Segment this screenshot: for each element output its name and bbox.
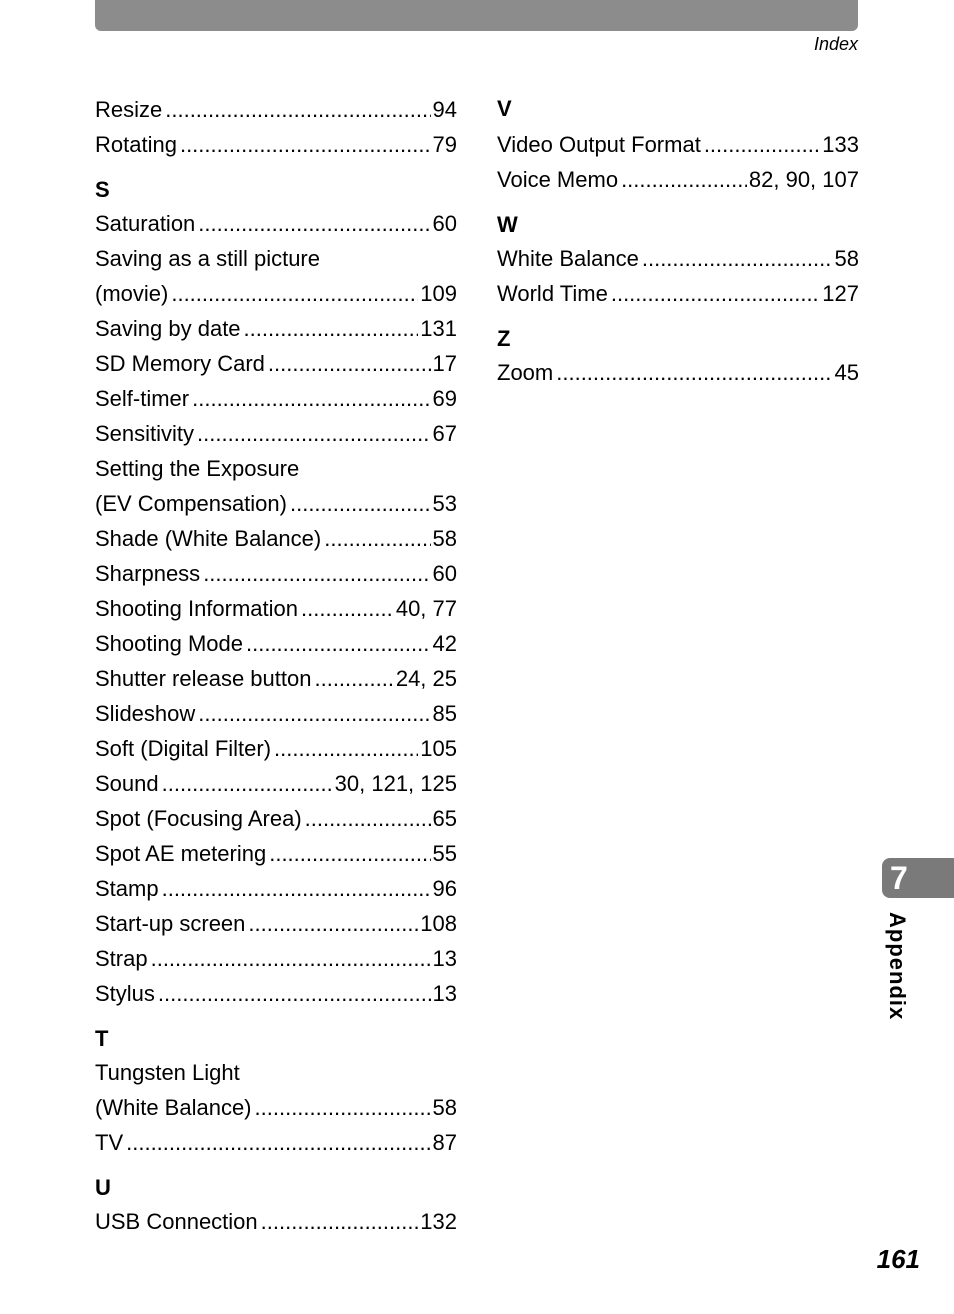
index-entry-label: Shade (White Balance): [95, 526, 322, 551]
index-group-z: [497, 355, 859, 390]
index-group-v: [497, 127, 859, 197]
index-entry: [497, 127, 859, 162]
chapter-number-tab: 7: [882, 858, 954, 898]
index-entry-pages: 58: [432, 1095, 457, 1120]
dot-leader: [261, 1204, 419, 1239]
index-entry-label: Setting the Exposure: [95, 456, 300, 481]
index-entry: [95, 346, 457, 381]
index-entry: [95, 311, 457, 346]
dot-leader: [151, 941, 431, 976]
index-entry: [95, 521, 457, 556]
header-bar: [95, 0, 858, 31]
index-entry-pages: 17: [432, 351, 457, 376]
index-entry: [95, 127, 457, 162]
index-entry: [497, 241, 859, 276]
index-entry-pages: 55: [432, 841, 457, 866]
dot-leader: [274, 731, 418, 766]
dot-leader: [126, 1125, 430, 1160]
index-entry-pages: 131: [420, 316, 457, 341]
index-entry: [95, 626, 457, 661]
index-group-r: [95, 92, 457, 162]
index-entry: [95, 1125, 457, 1160]
index-entry: [95, 486, 457, 521]
index-entry: [95, 276, 457, 311]
index-entry-pages: 108: [420, 911, 457, 936]
index-entry-label: TV: [95, 1130, 124, 1155]
dot-leader: [197, 416, 430, 451]
dot-leader: [621, 162, 747, 197]
index-entry-label: Tungsten Light: [95, 1060, 240, 1085]
dot-leader: [269, 836, 430, 871]
index-letter-t: T: [95, 1026, 109, 1051]
index-entry-pages: 58: [432, 526, 457, 551]
index-entry: [95, 941, 457, 976]
index-entry-pages: 132: [420, 1209, 457, 1234]
index-group-s: [95, 206, 457, 1011]
dot-leader: [198, 206, 430, 241]
index-entry: [95, 381, 457, 416]
index-entry-label: Saving by date: [95, 316, 241, 341]
dot-leader: [290, 486, 431, 521]
dot-leader: [255, 1090, 431, 1125]
index-entry: [95, 556, 457, 591]
index-letter-z: Z: [497, 326, 511, 351]
index-entry-pages: 96: [432, 876, 457, 901]
index-entry: [95, 731, 457, 766]
index-entry: [497, 355, 859, 390]
dot-leader: [171, 276, 418, 311]
index-entry-pages: 53: [432, 491, 457, 516]
index-entry-label: Zoom: [497, 360, 554, 385]
index-entry-label: Self-timer: [95, 386, 190, 411]
dot-leader: [158, 976, 431, 1011]
dot-leader: [165, 92, 430, 127]
index-entry: [95, 591, 457, 626]
index-entry-label: Sharpness: [95, 561, 201, 586]
index-entry-pages: 40, 77: [395, 596, 457, 621]
index-entry-pages: 82, 90, 107: [748, 167, 859, 192]
index-entry-pages: 67: [432, 421, 457, 446]
dot-leader: [324, 521, 430, 556]
index-entry: [95, 801, 457, 836]
index-entry-label: Sensitivity: [95, 421, 195, 446]
index-entry-pages: 58: [834, 246, 859, 271]
index-entry-pages: 65: [432, 806, 457, 831]
dot-leader: [244, 311, 419, 346]
index-entry-pages: 94: [432, 97, 457, 122]
index-entry-pages: 24, 25: [395, 666, 457, 691]
index-entry-label: USB Connection: [95, 1209, 258, 1234]
index-letter-w: W: [497, 212, 518, 237]
index-entry: [95, 1204, 457, 1239]
index-entry: [95, 92, 457, 127]
index-letter-u: U: [95, 1175, 111, 1200]
index-column-left: [95, 92, 457, 1239]
dot-leader: [268, 346, 431, 381]
index-entry-label: White Balance: [497, 246, 639, 271]
index-entry: [95, 1055, 457, 1090]
index-entry: [95, 836, 457, 871]
index-entry-label: Sound: [95, 771, 159, 796]
index-entry-pages: 109: [420, 281, 457, 306]
index-entry-pages: 60: [432, 211, 457, 236]
index-entry-label: Voice Memo: [497, 167, 619, 192]
index-entry-label: Shutter release button: [95, 666, 312, 691]
index-entry-pages: 30, 121, 125: [334, 771, 457, 796]
index-entry: [95, 906, 457, 941]
index-entry-pages: 13: [432, 946, 457, 971]
dot-leader: [704, 127, 820, 162]
index-entry-pages: 60: [432, 561, 457, 586]
index-entry: [497, 276, 859, 311]
index-entry-label: Stamp: [95, 876, 159, 901]
dot-leader: [642, 241, 833, 276]
index-letter-s: S: [95, 177, 110, 202]
index-entry-label: Start-up screen: [95, 911, 246, 936]
dot-leader: [246, 626, 431, 661]
index-group-u: [95, 1204, 457, 1239]
index-entry-label: Stylus: [95, 981, 155, 1006]
index-entry: [95, 696, 457, 731]
index-entry-pages: 69: [432, 386, 457, 411]
dot-leader: [192, 381, 430, 416]
index-entry: [95, 206, 457, 241]
dot-leader: [248, 906, 418, 941]
index-entry: [95, 976, 457, 1011]
index-entry-label: (EV Compensation): [95, 491, 287, 516]
index-entry: [95, 1090, 457, 1125]
dot-leader: [301, 591, 394, 626]
index-entry-label: Rotating: [95, 132, 177, 157]
index-group-t: [95, 1055, 457, 1160]
index-entry-pages: 42: [432, 631, 457, 656]
index-column-right: [497, 92, 859, 390]
index-entry: [95, 766, 457, 801]
index-entry-label: Slideshow: [95, 701, 196, 726]
dot-leader: [198, 696, 430, 731]
index-entry: [95, 451, 457, 486]
section-title: Index: [813, 34, 858, 54]
index-letter-v: V: [497, 96, 512, 121]
index-entry-pages: 127: [822, 281, 859, 306]
index-entry-pages: 105: [420, 736, 457, 761]
dot-leader: [162, 871, 431, 906]
index-entry-label: SD Memory Card: [95, 351, 265, 376]
index-entry-pages: 45: [834, 360, 859, 385]
index-entry: [95, 661, 457, 696]
index-entry-pages: 87: [432, 1130, 457, 1155]
index-entry: [95, 416, 457, 451]
index-entry-pages: 133: [822, 132, 859, 157]
index-entry-label: Shooting Mode: [95, 631, 243, 656]
dot-leader: [162, 766, 333, 801]
page-number: 161: [876, 1244, 920, 1274]
dot-leader: [203, 556, 430, 591]
index-group-w: [497, 241, 859, 311]
index-entry-label: Video Output Format: [497, 132, 701, 157]
index-entry-label: Strap: [95, 946, 148, 971]
dot-leader: [611, 276, 820, 311]
index-entry: [95, 871, 457, 906]
index-entry: [497, 162, 859, 197]
dot-leader: [305, 801, 431, 836]
dot-leader: [314, 661, 393, 696]
index-entry-label: Resize: [95, 97, 163, 122]
index-entry: [95, 241, 457, 276]
index-entry-label: Saturation: [95, 211, 196, 236]
index-entry-pages: 13: [432, 981, 457, 1006]
index-entry-label: Soft (Digital Filter): [95, 736, 272, 761]
dot-leader: [180, 127, 431, 162]
index-entry-pages: 85: [432, 701, 457, 726]
index-entry-label: (White Balance): [95, 1095, 252, 1120]
dot-leader: [556, 355, 832, 390]
index-entry-label: Spot (Focusing Area): [95, 806, 302, 831]
index-entry-pages: 79: [432, 132, 457, 157]
index-entry-label: Shooting Information: [95, 596, 299, 621]
chapter-name: Appendix: [885, 912, 910, 1021]
index-entry-label: (movie): [95, 281, 169, 306]
index-entry-label: World Time: [497, 281, 608, 306]
index-entry-label: Spot AE metering: [95, 841, 267, 866]
index-entry-label: Saving as a still picture: [95, 246, 320, 271]
